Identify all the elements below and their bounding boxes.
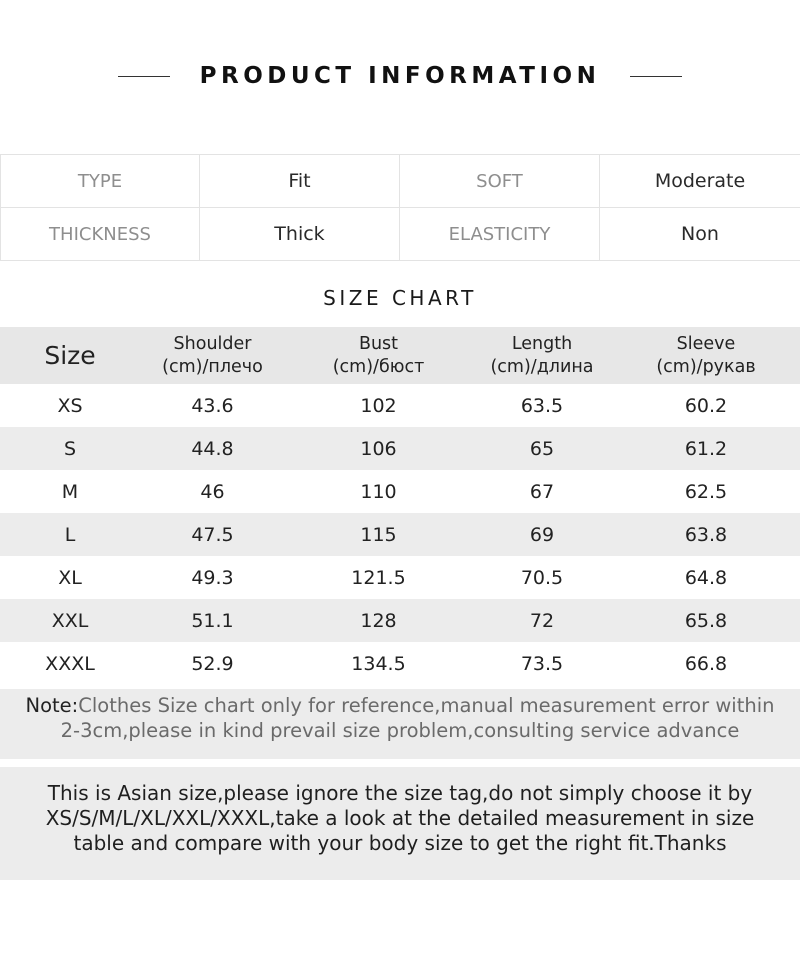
measurement-cell: 102 — [360, 394, 397, 417]
column-header-label: Bust — [358, 333, 399, 354]
measurement-cell: 46 — [200, 480, 225, 503]
table-row — [0, 513, 800, 556]
measurement-cell: 47.5 — [191, 523, 234, 546]
table-row — [0, 427, 800, 470]
spec-row — [0, 208, 800, 261]
spec-value: Thick — [200, 208, 400, 260]
column-header-label: Sleeve — [676, 333, 736, 354]
measurement-cell: 134.5 — [351, 652, 406, 675]
table-row — [0, 556, 800, 599]
size-label-cell: XL — [58, 566, 82, 589]
measurement-cell: 63.8 — [684, 523, 728, 546]
header-right-rule — [630, 76, 682, 77]
column-header — [612, 327, 800, 384]
header-left-rule — [118, 76, 170, 77]
column-header — [0, 327, 140, 384]
measurement-cell: 60.2 — [684, 394, 728, 417]
size-label-cell: XXXL — [45, 652, 95, 675]
spec-label: SOFT — [400, 155, 600, 207]
column-header-label: Shoulder — [173, 333, 252, 354]
spec-grid — [0, 154, 800, 261]
table-row — [0, 470, 800, 513]
section-header — [0, 56, 800, 96]
size-chart-body — [0, 384, 800, 685]
measurement-cell: 106 — [360, 437, 397, 460]
column-header — [285, 327, 472, 384]
measurement-cell: 66.8 — [684, 652, 728, 675]
asian-size-notice — [0, 767, 800, 880]
asian-size-notice-text: This is Asian size,please ignore the size tag,do not simply choose it by XS/S/M/L/XL/XXL/XXXL,take a look at the detailed measurement in size table and compare with your body size to get the right fit.Thanks — [45, 781, 755, 855]
measurement-cell: 64.8 — [684, 566, 728, 589]
table-row — [0, 642, 800, 685]
table-row — [0, 384, 800, 427]
measurement-cell: 43.6 — [191, 394, 234, 417]
column-header — [140, 327, 285, 384]
spec-label: ELASTICITY — [400, 208, 600, 260]
measurement-cell: 121.5 — [351, 566, 406, 589]
column-header — [472, 327, 612, 384]
column-header-label: Size — [44, 341, 96, 370]
size-chart-table — [0, 327, 800, 685]
note-label: Note: — [25, 694, 79, 717]
measurement-cell: 73.5 — [520, 652, 564, 675]
spec-value: Non — [681, 223, 719, 245]
measurement-cell: 62.5 — [684, 480, 728, 503]
measurement-cell: 69 — [529, 523, 555, 546]
measurement-cell: 110 — [360, 480, 397, 503]
measurement-cell: 115 — [360, 523, 397, 546]
column-header-label: Length — [511, 333, 573, 354]
measurement-cell: 65 — [529, 437, 555, 460]
spec-value: Moderate — [654, 170, 746, 192]
size-label-cell: M — [61, 480, 79, 503]
size-chart-header-row — [0, 327, 800, 384]
size-label-cell: S — [63, 437, 77, 460]
measurement-cell: 49.3 — [191, 566, 234, 589]
spec-label: THICKNESS — [0, 208, 200, 260]
measurement-cell: 44.8 — [191, 437, 234, 460]
column-header-unit: (cm)/плечо — [162, 356, 263, 377]
column-header-unit: (cm)/бюст — [332, 356, 425, 377]
column-header-unit: (cm)/рукав — [656, 356, 756, 377]
page-title: PRODUCT INFORMATION — [199, 63, 601, 89]
measurement-cell: 51.1 — [191, 609, 234, 632]
measurement-cell: 65.8 — [684, 609, 728, 632]
size-label-cell: XS — [57, 394, 83, 417]
measurement-cell: 61.2 — [684, 437, 728, 460]
note-text: Clothes Size chart only for reference,manual measurement error within 2-3cm,please in kind prevail size problem,consulting service advance — [60, 694, 775, 742]
size-label-cell: XXL — [51, 609, 89, 632]
size-chart-title: SIZE CHART — [323, 286, 477, 310]
column-header-unit: (cm)/длина — [490, 356, 594, 377]
size-label-cell: L — [64, 523, 76, 546]
measurement-cell: 72 — [529, 609, 555, 632]
measurement-cell: 63.5 — [520, 394, 564, 417]
table-row — [0, 599, 800, 642]
note-box — [0, 689, 800, 759]
measurement-cell: 67 — [529, 480, 555, 503]
measurement-cell: 52.9 — [191, 652, 234, 675]
measurement-cell: 70.5 — [520, 566, 564, 589]
spec-label: TYPE — [0, 155, 200, 207]
spec-value: Fit — [200, 155, 400, 207]
spec-row — [0, 155, 800, 208]
measurement-cell: 128 — [360, 609, 397, 632]
